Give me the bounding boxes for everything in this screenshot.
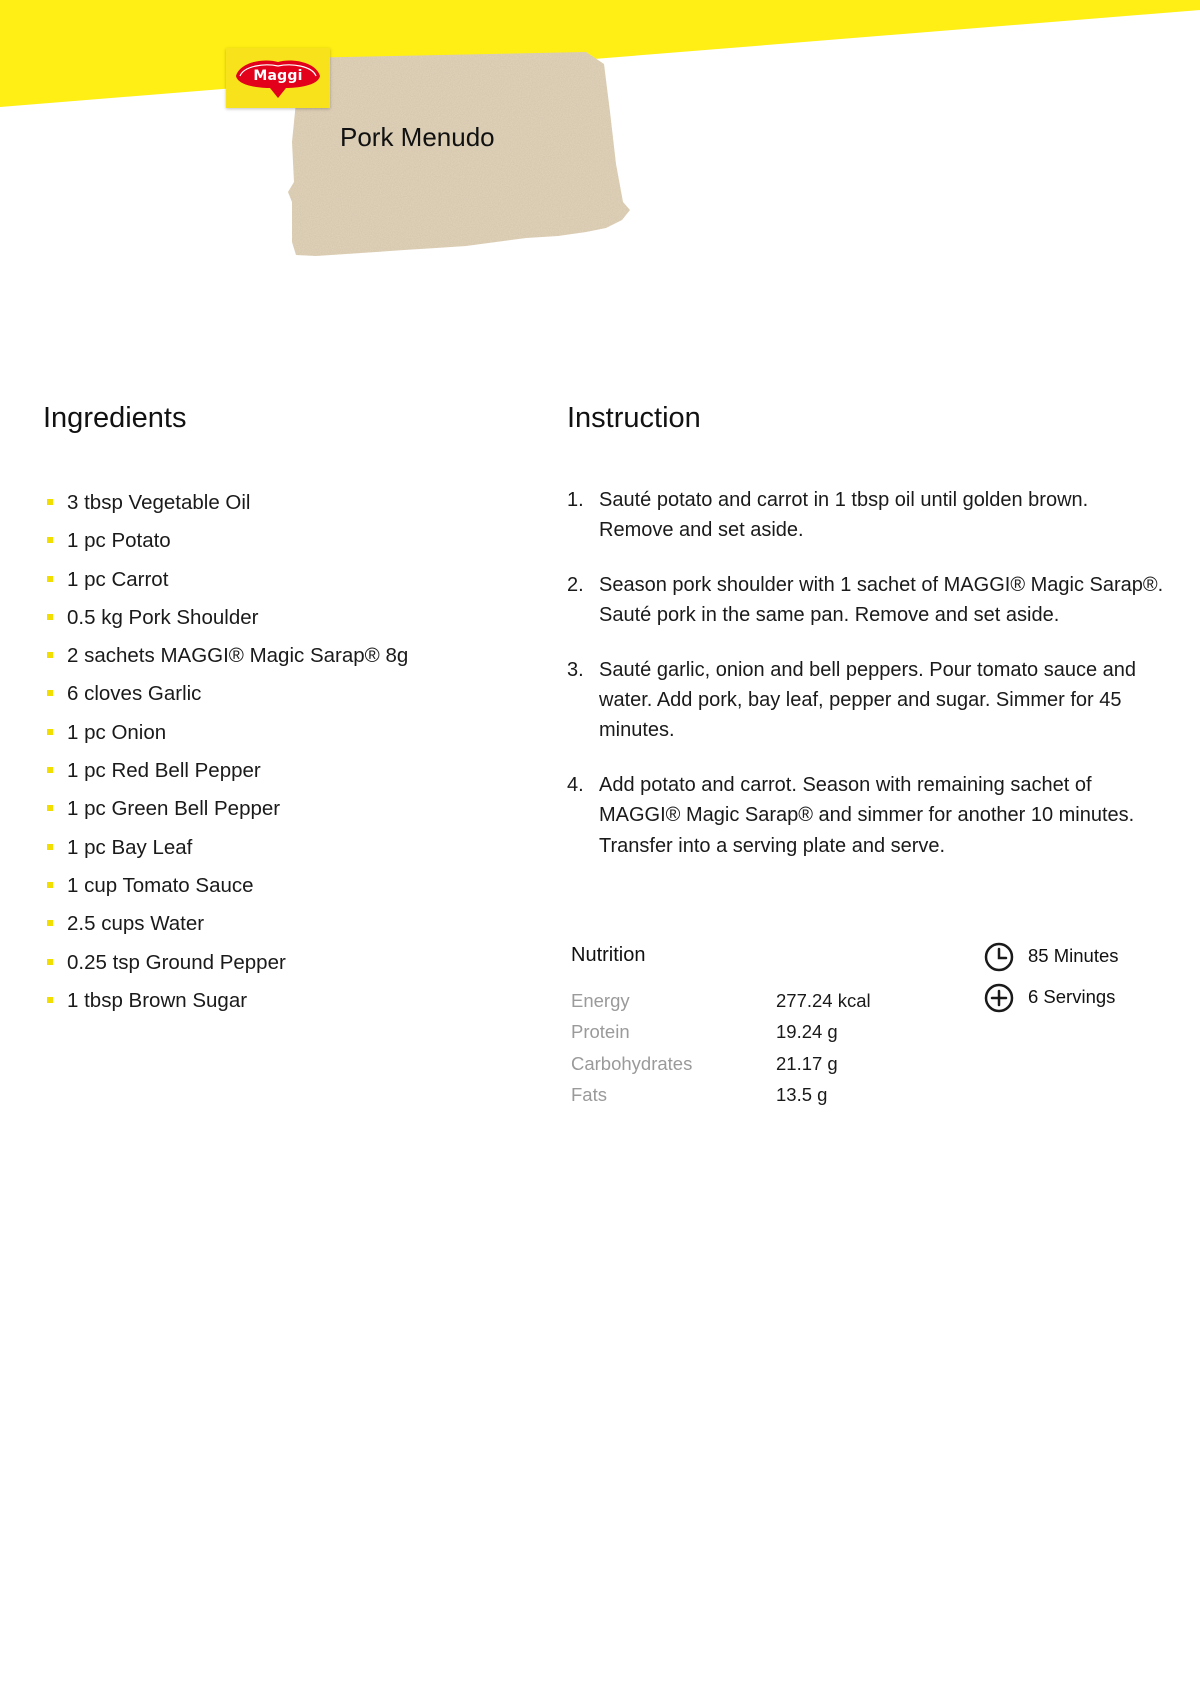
ingredient-item — [43, 603, 513, 641]
ingredient-item — [43, 641, 513, 679]
ingredient-item — [43, 833, 513, 871]
nutrition-value: 13.5 g — [776, 1083, 828, 1105]
bullet-square-icon — [47, 844, 53, 850]
instructions-list — [567, 485, 1167, 885]
step-number: 4. — [567, 773, 584, 796]
ingredient-item — [43, 909, 513, 947]
maggi-logo-text: Maggi — [253, 68, 303, 84]
ingredients-heading: Ingredients — [43, 402, 187, 434]
recipe-title: Pork Menudo — [340, 122, 495, 152]
plus-circle-icon — [984, 983, 1014, 1013]
ingredient-text: 1 pc Potato — [67, 529, 171, 553]
ingredient-item — [43, 718, 513, 756]
ingredient-text: 1 cup Tomato Sauce — [67, 873, 254, 897]
ingredient-text: 1 tbsp Brown Sugar — [67, 988, 248, 1012]
ingredient-item — [43, 565, 513, 603]
ingredient-item — [43, 679, 513, 717]
nutrition-value: 277.24 kcal — [776, 990, 871, 1011]
bullet-square-icon — [47, 920, 53, 926]
bullet-square-icon — [47, 997, 53, 1003]
bullet-square-icon — [47, 690, 53, 696]
bullet-square-icon — [47, 805, 53, 811]
bullet-square-icon — [47, 652, 53, 658]
nutrition-row — [571, 1021, 871, 1052]
ingredient-item — [43, 986, 513, 1024]
step-text: Add potato and carrot. Season with remaining sachet of MAGGI® Magic Sarap® and simmer for another 10 minutes. Transfer into a serving plate and serve. — [599, 773, 1135, 857]
nutrition-row — [571, 990, 871, 1021]
bullet-square-icon — [47, 959, 53, 965]
ingredient-text: 2 sachets MAGGI® Magic Sarap® 8g — [67, 644, 409, 668]
bullet-square-icon — [47, 614, 53, 620]
bullet-square-icon — [47, 537, 53, 543]
bullet-square-icon — [47, 499, 53, 505]
step-text: Sauté potato and carrot in 1 tbsp oil until golden brown. Remove and set aside. — [599, 489, 1089, 542]
step-number: 3. — [567, 658, 584, 681]
ingredients-list — [43, 488, 513, 1024]
bullet-square-icon — [47, 729, 53, 735]
ingredient-text: 1 pc Carrot — [67, 567, 169, 591]
instruction-step — [567, 770, 1167, 861]
nutrition-label: Fats — [571, 1083, 607, 1105]
step-text: Season pork shoulder with 1 sachet of MAGGI® Magic Sarap®. Sauté pork in the same pan. Remove and set aside. — [599, 573, 1164, 627]
instruction-step — [567, 655, 1167, 746]
maggi-logo — [226, 48, 330, 108]
step-text: Sauté garlic, onion and bell peppers. Pour tomato sauce and water. Add pork, bay leaf, pepper and sugar. Simmer for 45 minutes. — [599, 658, 1137, 742]
nutrition-label: Carbohydrates — [571, 1052, 693, 1074]
cook-time-label: 85 Minutes — [1028, 945, 1119, 966]
nutrition-label: Energy — [571, 990, 630, 1011]
nutrition-row — [571, 1084, 871, 1115]
ingredient-text: 1 pc Red Bell Pepper — [67, 759, 261, 783]
ingredient-text: 3 tbsp Vegetable Oil — [67, 491, 251, 514]
ingredient-item — [43, 871, 513, 909]
nutrition-heading: Nutrition — [571, 944, 646, 966]
step-number: 1. — [567, 489, 584, 511]
nutrition-label: Protein — [571, 1021, 630, 1043]
instructions-heading: Instruction — [567, 402, 701, 434]
ingredient-item — [43, 526, 513, 564]
servings-label: 6 Servings — [1028, 986, 1116, 1007]
bullet-square-icon — [47, 767, 53, 773]
clock-icon — [984, 942, 1014, 972]
ingredient-text: 0.5 kg Pork Shoulder — [67, 605, 259, 629]
ingredient-text: 6 cloves Garlic — [67, 682, 202, 706]
paper-label-background — [286, 52, 686, 292]
ingredient-text: 1 pc Onion — [67, 720, 167, 744]
nutrition-row — [571, 1053, 871, 1084]
ingredient-text: 1 pc Bay Leaf — [67, 835, 193, 859]
ingredient-item — [43, 488, 513, 526]
ingredient-item — [43, 948, 513, 986]
step-number: 2. — [567, 573, 584, 596]
bullet-square-icon — [47, 882, 53, 888]
ingredient-text: 0.25 tsp Ground Pepper — [67, 950, 286, 974]
nutrition-value: 19.24 g — [776, 1021, 838, 1043]
nutrition-table — [571, 990, 871, 1115]
bullet-square-icon — [47, 576, 53, 582]
ingredient-item — [43, 756, 513, 794]
nutrition-value: 21.17 g — [776, 1052, 838, 1074]
instruction-step — [567, 570, 1167, 631]
instruction-step — [567, 485, 1167, 546]
ingredient-text: 1 pc Green Bell Pepper — [67, 797, 281, 821]
ingredient-item — [43, 794, 513, 832]
ingredient-text: 2.5 cups Water — [67, 912, 205, 936]
